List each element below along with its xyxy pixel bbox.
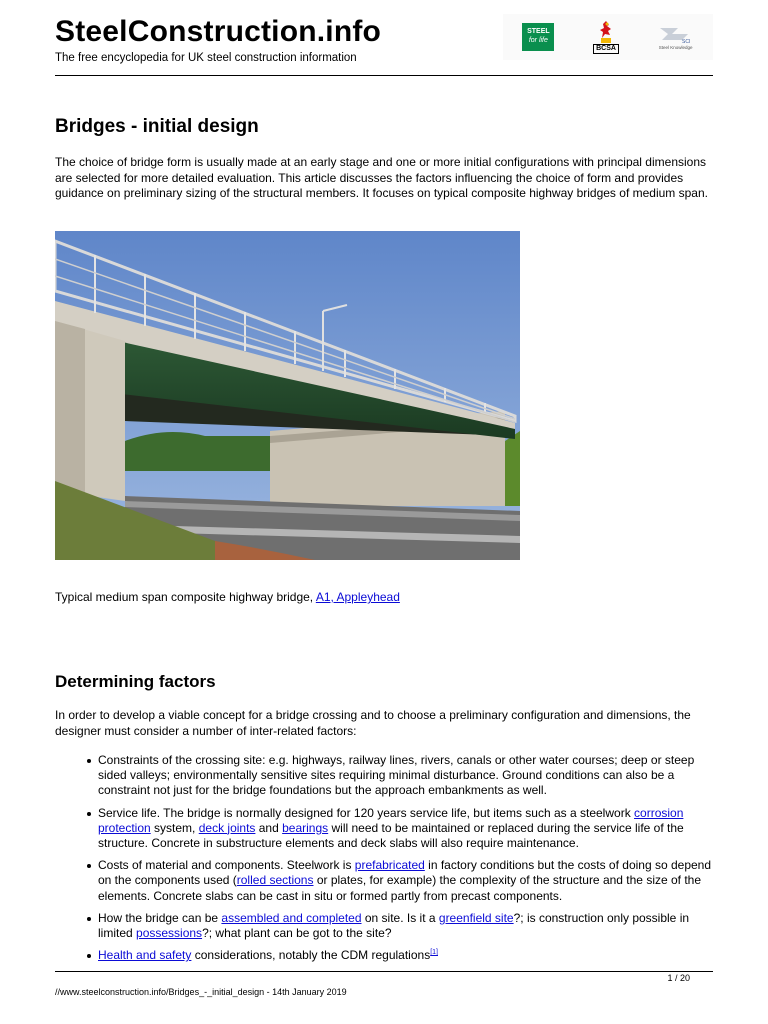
- bcsa-logo-text: BCSA: [593, 44, 619, 54]
- link-bearings[interactable]: bearings: [282, 820, 329, 835]
- site-title[interactable]: SteelConstruction.info: [55, 15, 382, 48]
- steel-logo-line2: for life: [528, 37, 548, 44]
- partner-logos: [503, 14, 713, 60]
- footer-divider: [55, 971, 713, 972]
- steel-for-life-logo[interactable]: [522, 23, 554, 51]
- bullet-text: in factory conditions but the costs of doing so depend on the components used (: [98, 858, 712, 888]
- page-number: 1 / 20: [667, 973, 690, 983]
- article-title: Bridges - initial design: [55, 116, 259, 137]
- bullet-text: and: [255, 820, 283, 835]
- link-health-and-safety[interactable]: Health and safety: [98, 948, 192, 963]
- list-item: [98, 753, 714, 799]
- photo-caption: [55, 590, 400, 604]
- link-deck-joints[interactable]: deck joints: [198, 820, 256, 835]
- bullet-text: on site. Is it a: [361, 910, 439, 925]
- bullet-icon: [87, 812, 91, 816]
- bridge-photo: [55, 231, 520, 560]
- dragon-icon: [596, 20, 616, 44]
- reference-link[interactable]: [1]: [430, 949, 438, 957]
- link-rolled-sections[interactable]: rolled sections: [236, 873, 314, 888]
- bullet-icon: [87, 917, 91, 921]
- bullet-text: ?; what plant can be got to the site?: [202, 926, 392, 941]
- bullet-text: How the bridge can be: [98, 910, 222, 925]
- section-heading: Determining factors: [55, 672, 216, 691]
- site-header: [55, 14, 713, 76]
- bullet-icon: [87, 759, 91, 763]
- list-item: [98, 806, 714, 852]
- link-possessions[interactable]: possessions: [136, 926, 203, 941]
- bullet-text: or plates, for example) the complexity of the structure and the size of the elements. Concrete slabs can be cast in situ or formed partly from precast components.: [98, 873, 702, 903]
- list-item: [98, 858, 714, 904]
- bullet-text: considerations, notably the CDM regulations: [191, 948, 431, 963]
- sci-mark-icon: [658, 24, 694, 44]
- site-tagline: The free encyclopedia for UK steel construction information: [55, 52, 357, 64]
- steel-logo-line1: STEEL: [527, 28, 550, 35]
- list-item: [98, 948, 714, 963]
- sci-logo-subtext: Steel Knowledge: [658, 45, 693, 50]
- factor-list: [98, 753, 714, 970]
- caption-link-appleyhead[interactable]: A1, Appleyhead: [315, 590, 400, 604]
- bullet-text: ?; is construction only possible in limited: [98, 910, 690, 941]
- bullet-text: system,: [150, 820, 199, 835]
- bridge-photo-graphic: [55, 231, 520, 560]
- bcsa-logo[interactable]: [593, 20, 619, 54]
- link-corrosion-protection[interactable]: corrosion protection: [98, 805, 684, 835]
- section-intro: In order to develop a viable concept for a bridge crossing and to choose a preliminary configuration and dimensions, the designer must consider a number of inter-related factors:: [55, 708, 691, 738]
- article-intro: The choice of bridge form is usually made at an early stage and one or more initial configurations with principal dimensions are selected for more detailed evaluation. This article discusses the factors influencing the choice of form and provides guidance on preliminary sizing of the structural members. It focuses on typical composite highway bridges of medium span.: [55, 155, 708, 200]
- bullet-text: Constraints of the crossing site: e.g. highways, railway lines, rivers, canals or other water courses; deep or steep sided valleys; environmentally sensitive sites requiring minimal disturbance. Ground conditions can also be a constraint not just for the bridge foundations but the approach embankments as well.: [98, 753, 695, 798]
- link-prefabricated[interactable]: prefabricated: [354, 858, 425, 873]
- footer-url: //www.steelconstruction.info/Bridges_-_initial_design - 14th January 2019: [55, 987, 347, 997]
- sci-mark-text: SCI: [681, 39, 690, 44]
- bullet-icon: [87, 954, 91, 958]
- bullet-text: will need to be maintained or replaced during the service life of the structure. Concrete in substructure elements and deck slabs will also require maintenance.: [98, 820, 684, 851]
- sci-logo[interactable]: [658, 24, 694, 50]
- link-greenfield-site[interactable]: greenfield site: [438, 910, 514, 925]
- caption-text: Typical medium span composite highway bridge,: [55, 590, 316, 604]
- list-item: [98, 911, 714, 941]
- bullet-text: Service life. The bridge is normally designed for 120 years service life, but items such as a steelwork: [98, 805, 635, 820]
- bullet-text: Costs of material and components. Steelwork is: [98, 858, 355, 873]
- link-assembled-and-completed[interactable]: assembled and completed: [221, 910, 362, 925]
- bullet-icon: [87, 864, 91, 868]
